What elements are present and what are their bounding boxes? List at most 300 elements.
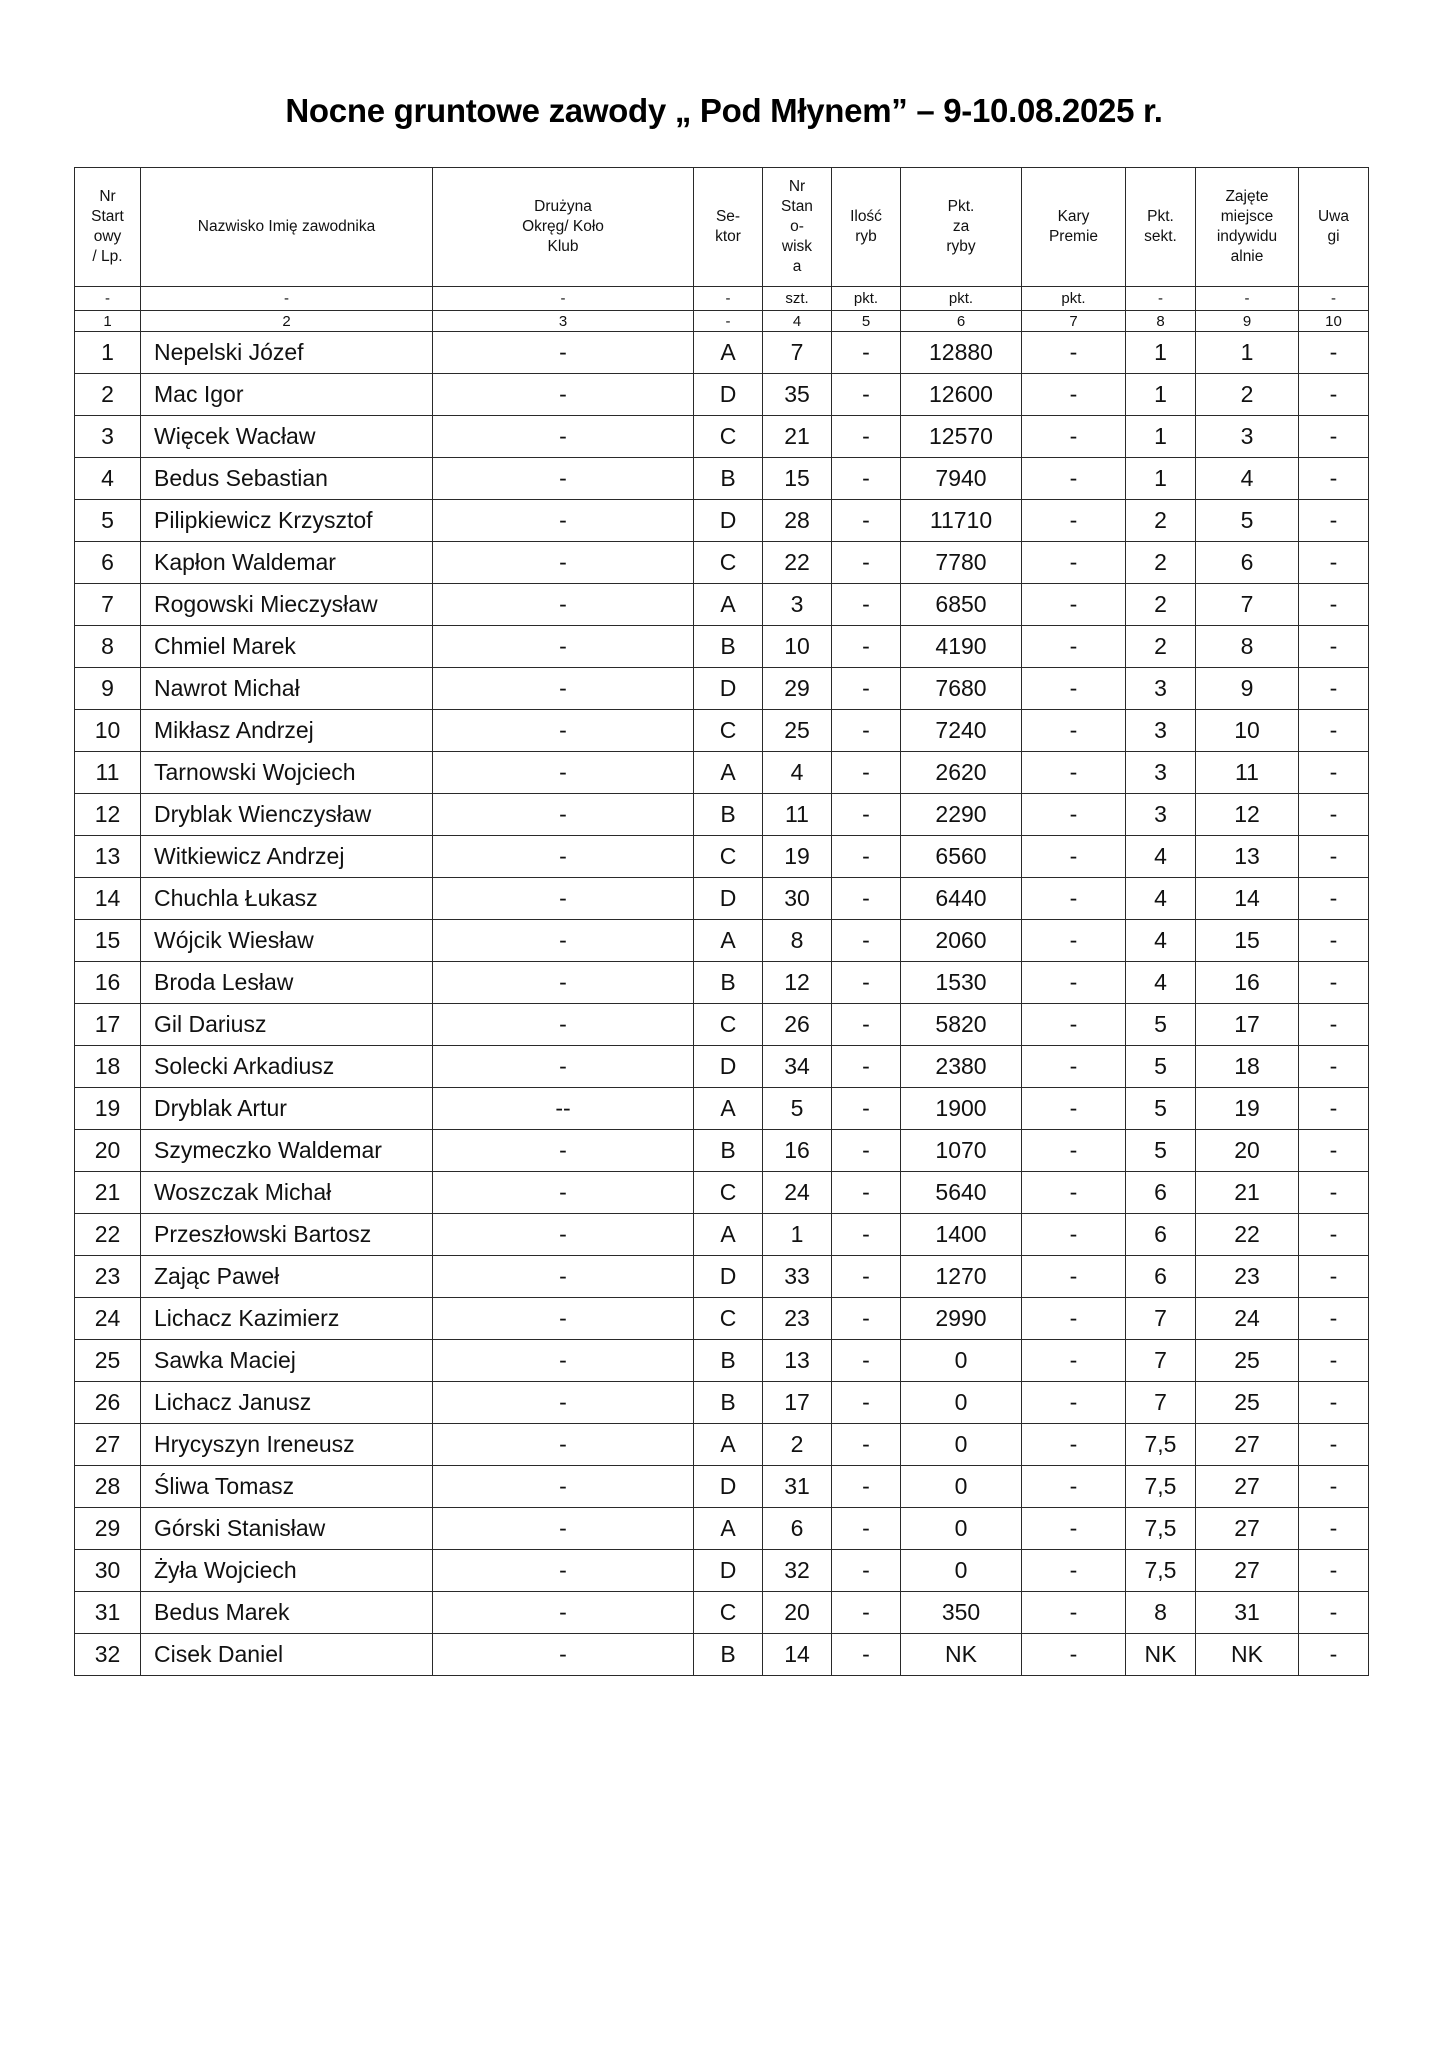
cell-fish-count: -: [832, 332, 901, 374]
cell-competitor-name: Witkiewicz Andrzej: [141, 836, 433, 878]
cell-team: -: [433, 1424, 694, 1466]
cell-fish-count: -: [832, 1466, 901, 1508]
cell-remarks: -: [1299, 920, 1369, 962]
cell-individual-place: 19: [1196, 1088, 1299, 1130]
cell-competitor-name: Rogowski Mieczysław: [141, 584, 433, 626]
unit-penalties-bonuses: pkt.: [1022, 287, 1126, 311]
cell-fish-points: NK: [901, 1634, 1022, 1676]
header-line: Nazwisko Imię zawodnika: [197, 218, 376, 235]
cell-individual-place: 24: [1196, 1298, 1299, 1340]
cell-penalties-bonuses: -: [1022, 1298, 1126, 1340]
cell-remarks: -: [1299, 332, 1369, 374]
cell-fish-points: 0: [901, 1466, 1022, 1508]
cell-team: -: [433, 878, 694, 920]
cell-individual-place: 4: [1196, 458, 1299, 500]
cell-remarks: -: [1299, 1004, 1369, 1046]
cell-sector-points: 4: [1126, 920, 1196, 962]
colnum-fish-count: 5: [832, 311, 901, 332]
cell-individual-place: 7: [1196, 584, 1299, 626]
cell-competitor-name: Kapłon Waldemar: [141, 542, 433, 584]
cell-fish-points: 0: [901, 1424, 1022, 1466]
cell-fish-count: -: [832, 1634, 901, 1676]
table-row: [75, 374, 1369, 416]
cell-sector-points: 2: [1126, 500, 1196, 542]
cell-sector: A: [694, 1508, 763, 1550]
cell-individual-place: 22: [1196, 1214, 1299, 1256]
cell-peg-number: 7: [763, 332, 832, 374]
cell-team: -: [433, 836, 694, 878]
cell-sector: B: [694, 794, 763, 836]
cell-start-number: 14: [75, 878, 141, 920]
cell-penalties-bonuses: -: [1022, 668, 1126, 710]
table-row: [75, 962, 1369, 1004]
colnum-remarks: 10: [1299, 311, 1369, 332]
cell-competitor-name: Dryblak Artur: [141, 1088, 433, 1130]
cell-start-number: 21: [75, 1172, 141, 1214]
cell-penalties-bonuses: -: [1022, 1256, 1126, 1298]
cell-penalties-bonuses: -: [1022, 1424, 1126, 1466]
cell-start-number: 15: [75, 920, 141, 962]
cell-remarks: -: [1299, 1466, 1369, 1508]
cell-sector-points: 4: [1126, 836, 1196, 878]
cell-remarks: -: [1299, 1214, 1369, 1256]
cell-sector-points: 7,5: [1126, 1508, 1196, 1550]
cell-start-number: 20: [75, 1130, 141, 1172]
cell-sector-points: 1: [1126, 374, 1196, 416]
cell-start-number: 9: [75, 668, 141, 710]
cell-sector: D: [694, 1256, 763, 1298]
cell-team: -: [433, 1130, 694, 1172]
cell-penalties-bonuses: -: [1022, 1214, 1126, 1256]
unit-sector: -: [694, 287, 763, 311]
table-row: [75, 752, 1369, 794]
cell-fish-points: 350: [901, 1592, 1022, 1634]
cell-team: -: [433, 1172, 694, 1214]
header-line: Ilość: [850, 208, 882, 225]
cell-start-number: 28: [75, 1466, 141, 1508]
table-row: [75, 1088, 1369, 1130]
cell-competitor-name: Cisek Daniel: [141, 1634, 433, 1676]
cell-fish-count: -: [832, 584, 901, 626]
cell-fish-points: 4190: [901, 626, 1022, 668]
cell-sector: D: [694, 878, 763, 920]
cell-team: -: [433, 626, 694, 668]
cell-start-number: 13: [75, 836, 141, 878]
unit-individual-place: -: [1196, 287, 1299, 311]
cell-competitor-name: Szymeczko Waldemar: [141, 1130, 433, 1172]
cell-individual-place: NK: [1196, 1634, 1299, 1676]
cell-peg-number: 19: [763, 836, 832, 878]
cell-team: -: [433, 374, 694, 416]
cell-fish-points: 5640: [901, 1172, 1022, 1214]
table-row: [75, 1214, 1369, 1256]
cell-penalties-bonuses: -: [1022, 710, 1126, 752]
header-line: ryb: [855, 228, 877, 245]
colnum-peg-number: 4: [763, 311, 832, 332]
cell-competitor-name: Lichacz Janusz: [141, 1382, 433, 1424]
cell-sector: B: [694, 1130, 763, 1172]
cell-fish-points: 6850: [901, 584, 1022, 626]
cell-peg-number: 35: [763, 374, 832, 416]
cell-penalties-bonuses: -: [1022, 878, 1126, 920]
cell-individual-place: 8: [1196, 626, 1299, 668]
cell-fish-count: -: [832, 1256, 901, 1298]
cell-sector: D: [694, 1550, 763, 1592]
cell-sector-points: 7: [1126, 1298, 1196, 1340]
cell-fish-count: -: [832, 1340, 901, 1382]
unit-start-number: -: [75, 287, 141, 311]
cell-competitor-name: Górski Stanisław: [141, 1508, 433, 1550]
cell-remarks: -: [1299, 374, 1369, 416]
cell-fish-count: -: [832, 416, 901, 458]
cell-fish-count: -: [832, 1004, 901, 1046]
header-row: [75, 168, 1369, 287]
cell-sector: A: [694, 1088, 763, 1130]
cell-individual-place: 2: [1196, 374, 1299, 416]
cell-individual-place: 27: [1196, 1466, 1299, 1508]
cell-sector: B: [694, 962, 763, 1004]
cell-team: -: [433, 1550, 694, 1592]
table-row: [75, 668, 1369, 710]
cell-team: -: [433, 1298, 694, 1340]
table-row: [75, 1382, 1369, 1424]
cell-competitor-name: Przeszłowski Bartosz: [141, 1214, 433, 1256]
cell-fish-count: -: [832, 710, 901, 752]
header-line: gi: [1327, 228, 1340, 245]
cell-start-number: 31: [75, 1592, 141, 1634]
cell-penalties-bonuses: -: [1022, 626, 1126, 668]
cell-sector: D: [694, 1466, 763, 1508]
header-line: Pkt.: [947, 198, 975, 215]
cell-fish-count: -: [832, 794, 901, 836]
cell-team: -: [433, 584, 694, 626]
cell-peg-number: 21: [763, 416, 832, 458]
cell-fish-points: 0: [901, 1340, 1022, 1382]
cell-penalties-bonuses: -: [1022, 458, 1126, 500]
cell-fish-count: -: [832, 878, 901, 920]
cell-start-number: 4: [75, 458, 141, 500]
cell-remarks: -: [1299, 1340, 1369, 1382]
cell-team: -: [433, 1046, 694, 1088]
cell-sector-points: 7: [1126, 1340, 1196, 1382]
header-line: Kary: [1057, 208, 1090, 225]
document-title: Nocne gruntowe zawody „ Pod Młynem” – 9-10.08.2025 r.: [285, 92, 1163, 129]
unit-peg-number: szt.: [763, 287, 832, 311]
cell-penalties-bonuses: -: [1022, 584, 1126, 626]
cell-sector: C: [694, 836, 763, 878]
cell-sector: C: [694, 542, 763, 584]
cell-sector: B: [694, 626, 763, 668]
header-individual-place: [1196, 168, 1299, 287]
cell-fish-points: 2620: [901, 752, 1022, 794]
cell-peg-number: 3: [763, 584, 832, 626]
cell-individual-place: 27: [1196, 1508, 1299, 1550]
cell-fish-points: 1270: [901, 1256, 1022, 1298]
table-row: [75, 584, 1369, 626]
header-line: Pkt.: [1147, 208, 1174, 225]
cell-competitor-name: Mikłasz Andrzej: [141, 710, 433, 752]
cell-peg-number: 30: [763, 878, 832, 920]
cell-remarks: -: [1299, 962, 1369, 1004]
cell-individual-place: 25: [1196, 1382, 1299, 1424]
cell-penalties-bonuses: -: [1022, 920, 1126, 962]
cell-penalties-bonuses: -: [1022, 1550, 1126, 1592]
cell-competitor-name: Mac Igor: [141, 374, 433, 416]
cell-start-number: 18: [75, 1046, 141, 1088]
unit-team: -: [433, 287, 694, 311]
cell-penalties-bonuses: -: [1022, 1340, 1126, 1382]
header-line: Premie: [1048, 228, 1099, 245]
cell-team: -: [433, 542, 694, 584]
cell-fish-count: -: [832, 836, 901, 878]
cell-remarks: -: [1299, 500, 1369, 542]
header-line: Zajęte: [1225, 188, 1269, 205]
cell-team: -: [433, 1256, 694, 1298]
cell-start-number: 27: [75, 1424, 141, 1466]
cell-sector: C: [694, 1592, 763, 1634]
cell-start-number: 29: [75, 1508, 141, 1550]
table-row: [75, 1172, 1369, 1214]
cell-competitor-name: Bedus Sebastian: [141, 458, 433, 500]
cell-team: -: [433, 1214, 694, 1256]
cell-fish-count: -: [832, 1550, 901, 1592]
cell-fish-points: 2060: [901, 920, 1022, 962]
cell-start-number: 23: [75, 1256, 141, 1298]
cell-sector: A: [694, 584, 763, 626]
cell-peg-number: 1: [763, 1214, 832, 1256]
cell-sector-points: 5: [1126, 1088, 1196, 1130]
header-fish-count: [832, 168, 901, 287]
cell-sector-points: 3: [1126, 710, 1196, 752]
table-row: [75, 1550, 1369, 1592]
cell-competitor-name: Woszczak Michał: [141, 1172, 433, 1214]
cell-remarks: -: [1299, 1130, 1369, 1172]
cell-fish-count: -: [832, 1172, 901, 1214]
cell-individual-place: 27: [1196, 1424, 1299, 1466]
cell-team: -: [433, 416, 694, 458]
cell-sector-points: 6: [1126, 1214, 1196, 1256]
cell-fish-points: 12600: [901, 374, 1022, 416]
cell-competitor-name: Chuchla Łukasz: [141, 878, 433, 920]
cell-fish-count: -: [832, 962, 901, 1004]
cell-penalties-bonuses: -: [1022, 1466, 1126, 1508]
cell-peg-number: 23: [763, 1298, 832, 1340]
cell-individual-place: 10: [1196, 710, 1299, 752]
cell-competitor-name: Żyła Wojciech: [141, 1550, 433, 1592]
cell-peg-number: 14: [763, 1634, 832, 1676]
cell-team: -: [433, 1466, 694, 1508]
cell-start-number: 30: [75, 1550, 141, 1592]
cell-remarks: -: [1299, 1256, 1369, 1298]
cell-sector-points: 7,5: [1126, 1550, 1196, 1592]
cell-competitor-name: Więcek Wacław: [141, 416, 433, 458]
header-remarks: [1299, 168, 1369, 287]
table-row: [75, 1634, 1369, 1676]
table-row: [75, 710, 1369, 752]
header-line: alnie: [1230, 248, 1264, 265]
cell-competitor-name: Solecki Arkadiusz: [141, 1046, 433, 1088]
table-row: [75, 1298, 1369, 1340]
cell-remarks: -: [1299, 416, 1369, 458]
cell-individual-place: 23: [1196, 1256, 1299, 1298]
column-numbers-row: [75, 311, 1369, 332]
cell-team: -: [433, 668, 694, 710]
cell-sector-points: 3: [1126, 668, 1196, 710]
cell-sector-points: 1: [1126, 416, 1196, 458]
cell-peg-number: 16: [763, 1130, 832, 1172]
cell-individual-place: 11: [1196, 752, 1299, 794]
cell-team: -: [433, 920, 694, 962]
header-line: Start: [91, 208, 124, 225]
cell-sector: C: [694, 416, 763, 458]
cell-sector: B: [694, 458, 763, 500]
cell-penalties-bonuses: -: [1022, 1508, 1126, 1550]
cell-peg-number: 17: [763, 1382, 832, 1424]
cell-peg-number: 6: [763, 1508, 832, 1550]
table-row: [75, 458, 1369, 500]
cell-fish-count: -: [832, 458, 901, 500]
cell-fish-count: -: [832, 374, 901, 416]
cell-sector-points: 7,5: [1126, 1424, 1196, 1466]
header-line: miejsce: [1220, 208, 1274, 225]
cell-peg-number: 34: [763, 1046, 832, 1088]
cell-penalties-bonuses: -: [1022, 794, 1126, 836]
cell-remarks: -: [1299, 1592, 1369, 1634]
cell-fish-points: 1530: [901, 962, 1022, 1004]
table-row: [75, 878, 1369, 920]
cell-start-number: 2: [75, 374, 141, 416]
cell-sector-points: 2: [1126, 542, 1196, 584]
cell-fish-count: -: [832, 752, 901, 794]
cell-fish-count: -: [832, 1088, 901, 1130]
cell-competitor-name: Zając Paweł: [141, 1256, 433, 1298]
cell-competitor-name: Sawka Maciej: [141, 1340, 433, 1382]
cell-penalties-bonuses: -: [1022, 374, 1126, 416]
colnum-penalties-bonuses: 7: [1022, 311, 1126, 332]
cell-competitor-name: Pilipkiewicz Krzysztof: [141, 500, 433, 542]
cell-remarks: -: [1299, 752, 1369, 794]
table-row: [75, 1466, 1369, 1508]
cell-sector-points: 5: [1126, 1004, 1196, 1046]
cell-sector: A: [694, 920, 763, 962]
cell-team: -: [433, 458, 694, 500]
table-row: [75, 1508, 1369, 1550]
cell-peg-number: 15: [763, 458, 832, 500]
cell-competitor-name: Hrycyszyn Ireneusz: [141, 1424, 433, 1466]
cell-competitor-name: Lichacz Kazimierz: [141, 1298, 433, 1340]
cell-fish-count: -: [832, 1424, 901, 1466]
cell-remarks: -: [1299, 1550, 1369, 1592]
cell-sector-points: 6: [1126, 1256, 1196, 1298]
cell-fish-count: -: [832, 668, 901, 710]
cell-sector: D: [694, 500, 763, 542]
cell-start-number: 24: [75, 1298, 141, 1340]
cell-fish-points: 2290: [901, 794, 1022, 836]
cell-fish-points: 12570: [901, 416, 1022, 458]
cell-team: -: [433, 962, 694, 1004]
cell-sector-points: 7,5: [1126, 1466, 1196, 1508]
table-row: [75, 1004, 1369, 1046]
cell-individual-place: 14: [1196, 878, 1299, 920]
cell-sector-points: 6: [1126, 1172, 1196, 1214]
header-line: Stan: [781, 198, 813, 215]
cell-sector-points: 2: [1126, 626, 1196, 668]
cell-fish-points: 1400: [901, 1214, 1022, 1256]
cell-start-number: 11: [75, 752, 141, 794]
cell-start-number: 32: [75, 1634, 141, 1676]
cell-competitor-name: Chmiel Marek: [141, 626, 433, 668]
cell-competitor-name: Broda Lesław: [141, 962, 433, 1004]
cell-team: -: [433, 500, 694, 542]
cell-penalties-bonuses: -: [1022, 836, 1126, 878]
cell-remarks: -: [1299, 1172, 1369, 1214]
cell-sector-points: 3: [1126, 794, 1196, 836]
cell-peg-number: 26: [763, 1004, 832, 1046]
header-line: / Lp.: [92, 248, 123, 265]
cell-team: -: [433, 1508, 694, 1550]
cell-peg-number: 2: [763, 1424, 832, 1466]
cell-fish-count: -: [832, 1046, 901, 1088]
header-line: sekt.: [1144, 228, 1177, 245]
header-line: ryby: [946, 238, 976, 255]
header-line: Drużyna: [534, 198, 592, 215]
cell-peg-number: 28: [763, 500, 832, 542]
cell-start-number: 6: [75, 542, 141, 584]
unit-fish-count: pkt.: [832, 287, 901, 311]
table-row: [75, 1424, 1369, 1466]
cell-individual-place: 13: [1196, 836, 1299, 878]
header-sector-points: [1126, 168, 1196, 287]
cell-fish-points: 1900: [901, 1088, 1022, 1130]
cell-fish-points: 12880: [901, 332, 1022, 374]
cell-individual-place: 9: [1196, 668, 1299, 710]
header-line: Uwa: [1317, 208, 1349, 225]
cell-team: --: [433, 1088, 694, 1130]
cell-sector-points: 3: [1126, 752, 1196, 794]
header-line: a: [792, 258, 802, 275]
header-line: indywidu: [1216, 228, 1278, 245]
cell-start-number: 5: [75, 500, 141, 542]
cell-penalties-bonuses: -: [1022, 752, 1126, 794]
cell-sector: C: [694, 710, 763, 752]
cell-sector-points: 1: [1126, 332, 1196, 374]
cell-start-number: 25: [75, 1340, 141, 1382]
cell-sector-points: 1: [1126, 458, 1196, 500]
cell-fish-count: -: [832, 626, 901, 668]
table-row: [75, 416, 1369, 458]
header-penalties-bonuses: [1022, 168, 1126, 287]
cell-sector: C: [694, 1298, 763, 1340]
cell-penalties-bonuses: -: [1022, 1172, 1126, 1214]
cell-fish-points: 2990: [901, 1298, 1022, 1340]
header-line: ktor: [715, 228, 741, 245]
header-line: Okręg/ Koło: [522, 218, 604, 235]
header-line: owy: [93, 228, 122, 245]
colnum-individual-place: 9: [1196, 311, 1299, 332]
cell-sector-points: NK: [1126, 1634, 1196, 1676]
cell-remarks: -: [1299, 794, 1369, 836]
table-row: [75, 1130, 1369, 1172]
cell-penalties-bonuses: -: [1022, 500, 1126, 542]
header-team: [433, 168, 694, 287]
cell-penalties-bonuses: -: [1022, 962, 1126, 1004]
table-row: [75, 332, 1369, 374]
cell-fish-points: 7780: [901, 542, 1022, 584]
cell-individual-place: 31: [1196, 1592, 1299, 1634]
cell-remarks: -: [1299, 1298, 1369, 1340]
cell-team: -: [433, 1340, 694, 1382]
cell-sector: A: [694, 332, 763, 374]
